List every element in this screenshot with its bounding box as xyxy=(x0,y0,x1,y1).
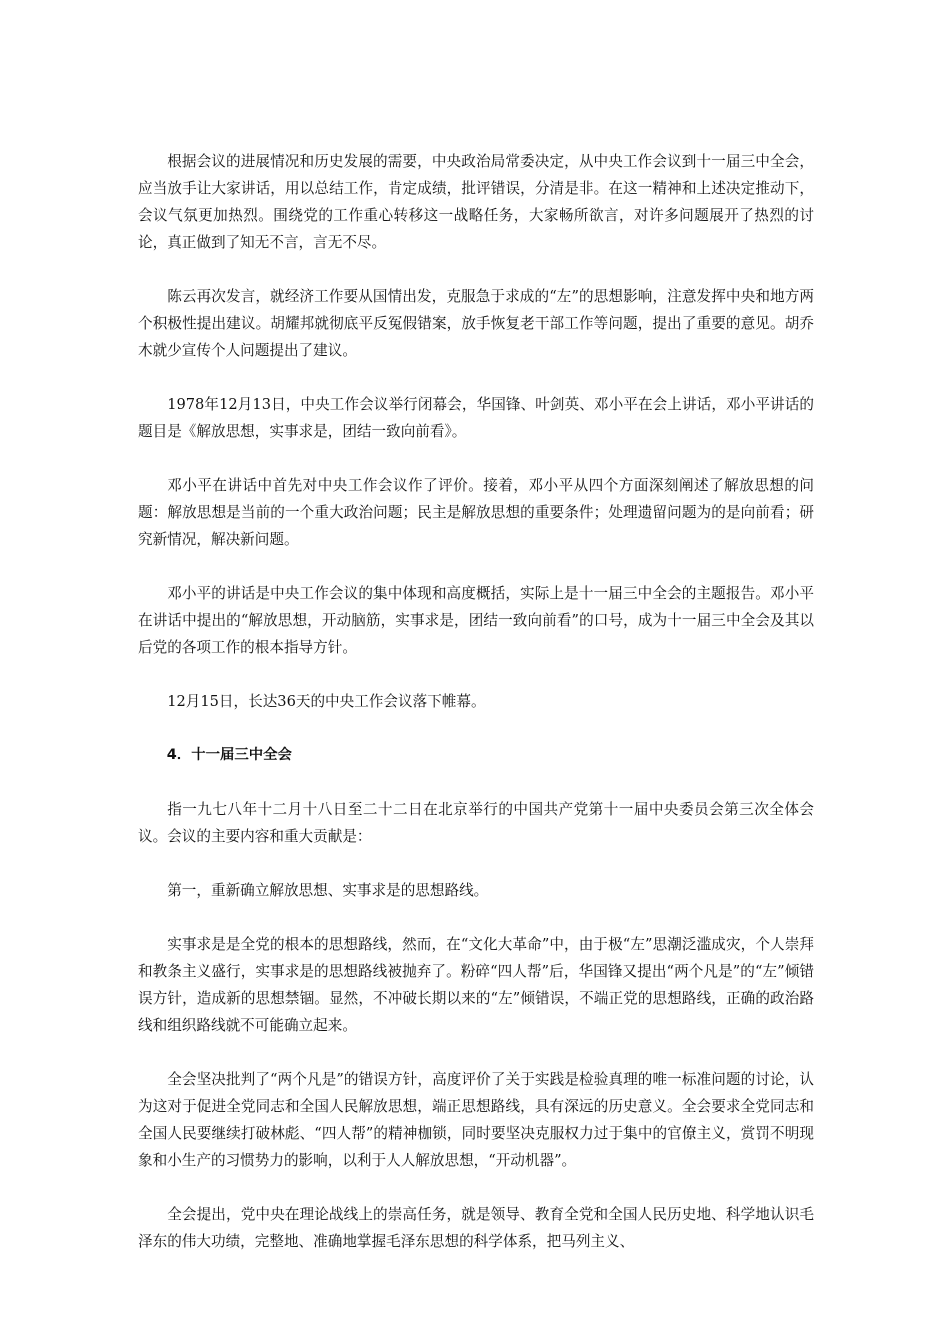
paragraph-plenum-definition: 指一九七八年十二月十八日至二十二日在北京举行的中国共产党第十一届中央委员会第三次全体会议。会议的主要内容和重大贡献是： xyxy=(138,801,814,845)
paragraph-deng-report: 邓小平的讲话是中央工作会议的集中体现和高度概括，实际上是十一届三中全会的主题报告。邓小平在讲话中提出的“解放思想，开动脑筋，实事求是，团结一致向前看”的口号，成为十一届三中全会及其以后党的各项工作的根本指导方针。 xyxy=(138,585,814,656)
paragraph-two-whatevers: 全会坚决批判了“两个凡是”的错误方针，高度评价了关于实践是检验真理的唯一标准问题的讨论，认为这对于促进全党同志和全国人民解放思想，端正思想路线，具有深远的历史意义。全会要求全党同志和全国人民要继续打破林彪、“四人帮”的精神枷锁，同时要坚决克服权力过于集中的官僚主义，赏罚不明现象和小生产的习惯势力的影响，以利于人人解放思想，“开动机器”。 xyxy=(138,1071,814,1169)
paragraph-point-one: 第一，重新确立解放思想、实事求是的思想路线。 xyxy=(167,882,489,899)
paragraph-meeting-end: 12月15日，长达36天的中央工作会议落下帷幕。 xyxy=(167,693,486,710)
paragraph-chen-yun-speech: 陈云再次发言，就经济工作要从国情出发，克服急于求成的“左”的思想影响，注意发挥中央和地方两个积极性提出建议。胡耀邦就彻底平反冤假错案，放手恢复老干部工作等问题，提出了重要的意见。胡乔木就少宣传个人问题提出了建议。 xyxy=(138,288,814,359)
section-heading: 4．十一届三中全会 xyxy=(166,747,292,763)
paragraph-closing-meeting: 1978年12月13日，中央工作会议举行闭幕会，华国锋、叶剑英、邓小平在会上讲话，邓小平讲话的题目是《解放思想，实事求是，团结一致向前看》。 xyxy=(138,396,814,440)
paragraph-theoretical-task: 全会提出，党中央在理论战线上的崇高任务，就是领导、教育全党和全国人民历史地、科学地认识毛泽东的伟大功绩，完整地、准确地掌握毛泽东思想的科学体系，把马列主义、 xyxy=(138,1206,814,1250)
paragraph-deng-evaluation: 邓小平在讲话中首先对中央工作会议作了评价。接着，邓小平从四个方面深刻阐述了解放思想的问题：解放思想是当前的一个重大政治问题；民主是解放思想的重要条件；处理遗留问题为的是向前看；研究新情况，解决新问题。 xyxy=(138,477,814,548)
paragraph-seeking-truth: 实事求是是全党的根本的思想路线，然而，在“文化大革命”中，由于极“左”思潮泛滥成灾，个人崇拜和教条主义盛行，实事求是的思想路线被抛弃了。粉碎“四人帮”后，华国锋又提出“两个凡是”的“左”倾错误方针，造成新的思想禁锢。显然，不冲破长期以来的“左”倾错误，不端正党的思想路线，正确的政治路线和组织路线就不可能确立起来。 xyxy=(138,936,814,1034)
paragraph-meeting-atmosphere: 根据会议的进展情况和历史发展的需要，中央政治局常委决定，从中央工作会议到十一届三中全会，应当放手让大家讲话，用以总结工作，肯定成绩，批评错误，分清是非。在这一精神和上述决定推动下，会议气氛更加热烈。围绕党的工作重心转移这一战略任务，大家畅所欲言，对许多问题展开了热烈的讨论，真正做到了知无不言，言无不尽。 xyxy=(138,153,814,251)
document-page xyxy=(138,148,814,1282)
